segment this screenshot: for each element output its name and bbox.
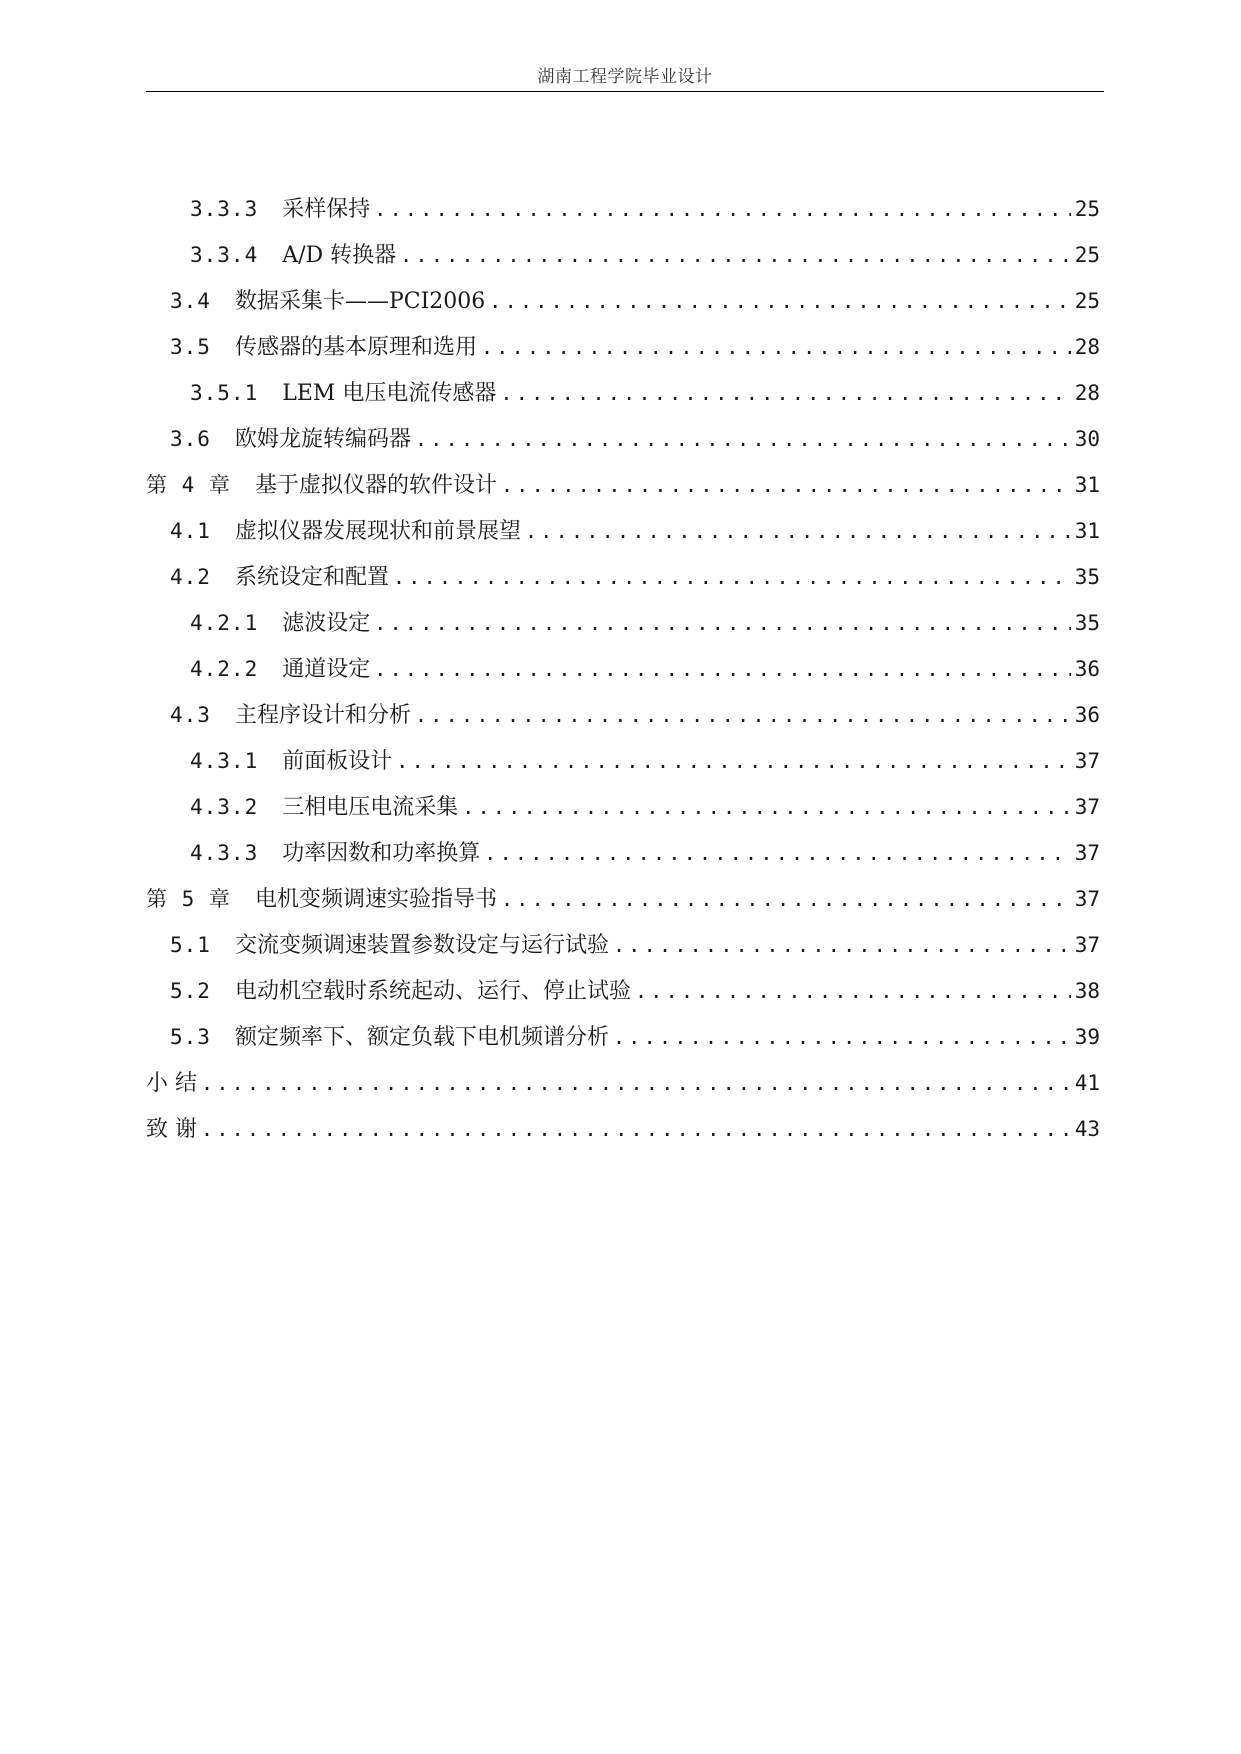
toc-entry-number: 4.3 xyxy=(170,703,211,727)
toc-entry-number: 4.2 xyxy=(170,565,211,589)
toc-entry-title: 致 谢 xyxy=(146,1117,197,1142)
toc-entry[interactable] xyxy=(146,830,1100,876)
toc-entry[interactable] xyxy=(146,600,1100,646)
header-rule xyxy=(146,91,1104,92)
toc-entry-title: 传感器的基本原理和选用 xyxy=(234,335,477,360)
table-of-contents xyxy=(146,186,1100,1152)
toc-entry-title: 小 结 xyxy=(146,1071,197,1096)
toc-dot-leader xyxy=(501,876,1071,922)
toc-entry-page-number: 43 xyxy=(1074,1117,1100,1141)
toc-dot-leader xyxy=(635,968,1071,1014)
toc-dot-leader xyxy=(415,692,1071,738)
toc-entry-number: 3.3.3 xyxy=(190,197,259,221)
toc-entry[interactable] xyxy=(146,968,1100,1014)
toc-entry-number: 4.1 xyxy=(170,519,211,543)
toc-entry[interactable] xyxy=(146,416,1100,462)
toc-dot-leader xyxy=(613,1014,1071,1060)
toc-entry-number: 第 4 章 xyxy=(146,473,231,497)
toc-entry-number: 4.3.1 xyxy=(190,749,259,773)
toc-entry-number: 3.3.4 xyxy=(190,243,259,267)
toc-entry[interactable] xyxy=(146,186,1100,232)
toc-entry-title: 欧姆龙旋转编码器 xyxy=(234,427,411,452)
toc-entry-number: 4.2.2 xyxy=(190,657,259,681)
toc-entry-number: 3.4 xyxy=(170,289,211,313)
toc-entry[interactable] xyxy=(146,324,1100,370)
toc-entry-page-number: 25 xyxy=(1074,197,1100,221)
toc-entry-title: 电动机空载时系统起动、运行、停止试验 xyxy=(234,979,631,1004)
toc-entry-title: 系统设定和配置 xyxy=(234,565,389,590)
toc-dot-leader xyxy=(374,186,1070,232)
toc-dot-leader xyxy=(201,1106,1071,1152)
toc-dot-leader xyxy=(481,324,1071,370)
toc-dot-leader xyxy=(525,508,1071,554)
toc-entry[interactable] xyxy=(146,692,1100,738)
toc-entry-page-number: 35 xyxy=(1074,565,1100,589)
toc-entry-title: 功率因数和功率换算 xyxy=(282,841,481,866)
toc-entry[interactable] xyxy=(146,232,1100,278)
toc-entry-title: 数据采集卡——PCI2006 xyxy=(234,289,486,314)
toc-entry-title: 采样保持 xyxy=(282,197,371,222)
toc-entry[interactable] xyxy=(146,738,1100,784)
toc-entry-number: 5.3 xyxy=(170,1025,211,1049)
toc-entry-title: 通道设定 xyxy=(282,657,371,682)
toc-entry-page-number: 37 xyxy=(1074,795,1100,819)
toc-dot-leader xyxy=(400,232,1071,278)
toc-entry-number: 5.2 xyxy=(170,979,211,1003)
toc-entry-page-number: 28 xyxy=(1074,381,1100,405)
toc-entry[interactable] xyxy=(146,922,1100,968)
toc-entry[interactable] xyxy=(146,784,1100,830)
toc-dot-leader xyxy=(501,462,1071,508)
toc-entry[interactable] xyxy=(146,646,1100,692)
toc-entry-number: 4.2.1 xyxy=(190,611,259,635)
toc-entry[interactable] xyxy=(146,370,1100,416)
toc-entry[interactable] xyxy=(146,876,1100,922)
toc-entry-title: 基于虚拟仪器的软件设计 xyxy=(254,473,497,498)
toc-entry-page-number: 25 xyxy=(1074,243,1100,267)
toc-entry-page-number: 37 xyxy=(1074,933,1100,957)
toc-entry[interactable] xyxy=(146,554,1100,600)
toc-entry-title: 额定频率下、额定负载下电机频谱分析 xyxy=(234,1025,609,1050)
toc-entry-title: A/D 转换器 xyxy=(282,243,397,268)
toc-entry-title: 虚拟仪器发展现状和前景展望 xyxy=(234,519,521,544)
toc-entry-page-number: 36 xyxy=(1074,703,1100,727)
toc-entry-page-number: 28 xyxy=(1074,335,1100,359)
toc-entry[interactable] xyxy=(146,1014,1100,1060)
toc-entry-page-number: 31 xyxy=(1074,519,1100,543)
toc-entry-number: 4.3.2 xyxy=(190,795,259,819)
toc-dot-leader xyxy=(500,370,1070,416)
toc-dot-leader xyxy=(201,1060,1071,1106)
toc-entry-page-number: 38 xyxy=(1074,979,1100,1003)
toc-entry-number: 3.5 xyxy=(170,335,211,359)
toc-entry-number: 3.6 xyxy=(170,427,211,451)
toc-entry-page-number: 37 xyxy=(1074,749,1100,773)
toc-dot-leader xyxy=(489,278,1070,324)
toc-entry-title: 三相电压电流采集 xyxy=(282,795,459,820)
toc-entry-page-number: 39 xyxy=(1074,1025,1100,1049)
toc-dot-leader xyxy=(396,738,1070,784)
toc-dot-leader xyxy=(374,600,1070,646)
toc-entry-number: 5.1 xyxy=(170,933,211,957)
toc-entry-page-number: 37 xyxy=(1074,841,1100,865)
toc-entry-title: LEM 电压电流传感器 xyxy=(282,381,497,406)
toc-entry-title: 滤波设定 xyxy=(282,611,371,636)
toc-entry-page-number: 41 xyxy=(1074,1071,1100,1095)
page-header-title: 湖南工程学院毕业设计 xyxy=(537,67,713,87)
toc-entry-page-number: 35 xyxy=(1074,611,1100,635)
toc-entry-page-number: 37 xyxy=(1074,887,1100,911)
toc-entry[interactable] xyxy=(146,1060,1100,1106)
toc-entry[interactable] xyxy=(146,508,1100,554)
toc-entry[interactable] xyxy=(146,462,1100,508)
toc-entry-page-number: 25 xyxy=(1074,289,1100,313)
toc-dot-leader xyxy=(613,922,1071,968)
toc-entry-number: 3.5.1 xyxy=(190,381,259,405)
toc-entry-title: 前面板设计 xyxy=(282,749,393,774)
toc-entry-title: 主程序设计和分析 xyxy=(234,703,411,728)
toc-entry-title: 电机变频调速实验指导书 xyxy=(254,887,497,912)
toc-entry[interactable] xyxy=(146,278,1100,324)
toc-dot-leader xyxy=(393,554,1071,600)
toc-entry-title: 交流变频调速装置参数设定与运行试验 xyxy=(234,933,609,958)
toc-dot-leader xyxy=(462,784,1070,830)
toc-dot-leader xyxy=(415,416,1071,462)
toc-entry[interactable] xyxy=(146,1106,1100,1152)
toc-entry-number: 第 5 章 xyxy=(146,887,231,911)
toc-entry-page-number: 31 xyxy=(1074,473,1100,497)
toc-entry-number: 4.3.3 xyxy=(190,841,259,865)
toc-entry-page-number: 36 xyxy=(1074,657,1100,681)
toc-entry-page-number: 30 xyxy=(1074,427,1100,451)
toc-dot-leader xyxy=(374,646,1070,692)
toc-dot-leader xyxy=(484,830,1070,876)
